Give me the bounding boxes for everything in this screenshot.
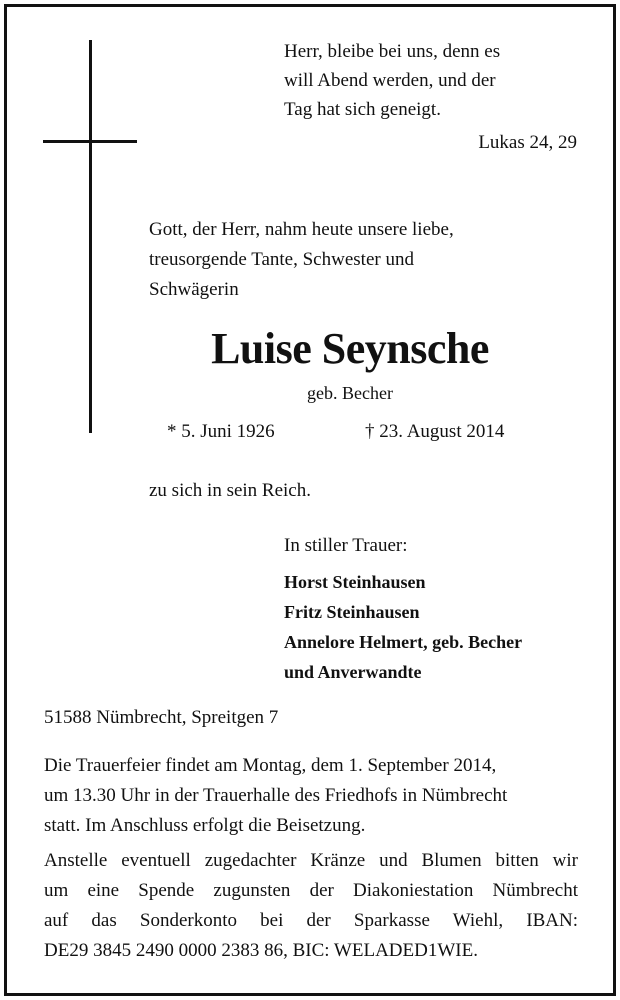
mourning-label: In stiller Trauer: (284, 535, 408, 556)
ceremony-line: statt. Im Anschluss erfolgt die Beisetzung. (44, 815, 366, 836)
donation-line: auf das Sonderkonto bei der Sparkasse Wiehl, IBAN: (44, 910, 578, 931)
donation-line: um eine Spende zugunsten der Diakoniestation Nümbrecht (44, 880, 578, 901)
bible-verse (284, 37, 584, 124)
verse-line: Tag hat sich geneigt. (284, 99, 441, 120)
closing-phrase: zu sich in sein Reich. (149, 480, 311, 501)
maiden-name: geb. Becher (307, 383, 393, 403)
mourner-name: Fritz Steinhausen (284, 602, 420, 622)
family-address: 51588 Nümbrecht, Spreitgen 7 (44, 707, 279, 728)
donation-line: Anstelle eventuell zugedachter Kränze und Blumen bitten wir (44, 850, 578, 871)
verse-line: Herr, bleibe bei uns, denn es (284, 41, 501, 62)
ceremony-line: Die Trauerfeier findet am Montag, dem 1. September 2014, (44, 755, 497, 776)
death-date: † 23. August 2014 (365, 421, 505, 442)
intro-line: Gott, der Herr, nahm heute unsere liebe, (149, 219, 454, 240)
mourner-name: Horst Steinhausen (284, 572, 426, 592)
mourners-list (284, 567, 522, 687)
funeral-ceremony-info (44, 751, 578, 841)
ceremony-line: um 13.30 Uhr in der Trauerhalle des Friedhofs in Nümbrecht (44, 785, 508, 806)
announcement-intro (149, 215, 454, 305)
donation-info (44, 846, 578, 966)
deceased-name: Luise Seynsche (211, 324, 489, 373)
mourner-name: und Anverwandte (284, 662, 422, 682)
cross-icon-bar (43, 140, 137, 143)
intro-line: treusorgende Tante, Schwester und (149, 249, 414, 270)
birth-date: * 5. Juni 1926 (167, 421, 275, 442)
intro-line: Schwägerin (149, 279, 239, 300)
verse-line: will Abend werden, und der (284, 70, 496, 91)
verse-reference: Lukas 24, 29 (478, 132, 577, 153)
mourner-name: Annelore Helmert, geb. Becher (284, 632, 523, 652)
donation-line: DE29 3845 2490 0000 2383 86, BIC: WELADED1WIE. (44, 940, 478, 961)
